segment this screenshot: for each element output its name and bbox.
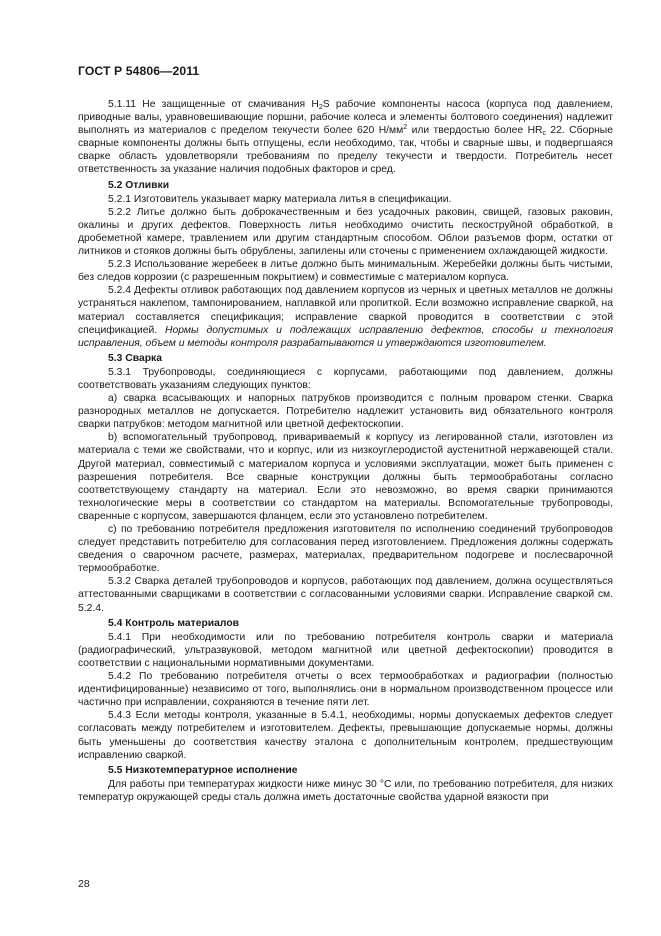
page-header-standard-code: ГОСТ Р 54806—2011 [78,64,200,78]
document-body [78,98,613,804]
list-item-c: с) по требованию потребителя предложения изготовителя по исполнению соединений трубопроводов следует представить потребителю для согласования перед изготовлением. Предложения должны содержать сведения о сварочном расчете, размерах, материалах, предварительном подогреве и послесварочной термообработке. [78,524,613,575]
clause-5-3-1: 5.3.1 Трубопроводы, соединяющиеся с корпусами, работающими под давлением, должны соответствовать указаниям следующих пунктов: [78,366,613,391]
clause-5-4-2: 5.4.2 По требованию потребителя отчеты о всех термообработках и радиографии (полностью идентифицированные) независимо от того, выполнялись они в нормальном производственном процессе или частично при исправлении, сохраняются в течение пяти лет. [78,671,613,709]
italic-note: Нормы допустимых и подлежащих исправлению дефектов, способы и технология исправления, объем и методы контроля разрабатываются и утверждаются изготовителем. [78,324,613,349]
clause-5-5-text: Для работы при температурах жидкости ниже минус 30 °С или, по требованию потребителя, для низких температур окружающей среды сталь должна иметь достаточные свойства ударной вязкости при [78,778,613,803]
clause-5-2-4: 5.2.4 Дефекты отливок работающих под давлением корпусов из черных и цветных металлов не должны устраняться наклепом, тампонированием, наплавкой или пропиткой. Если возможно исправление сваркой, на материал составляется спецификация; исправление сваркой проводится в соответствии с этой спецификацией. Нормы допустимых и подлежащих исправлению дефектов, способы и технология исправления, объем и методы контроля разрабатываются и утверждаются изготовителем. [78,285,613,349]
clause-5-3-2: 5.3.2 Сварка деталей трубопроводов и корпусов, работающих под давлением, должна осуществляться аттестованными сварщиками в соответствии с согласованными условиями сварки. Исправление сваркой см. 5.2.4. [78,576,613,614]
clause-5-4-1: 5.4.1 При необходимости или по требованию потребителя контроль сварки и материала (радиографический, ультразвуковой, методом магнитной или цветной дефектоскопии) проводится в соответствии с национальными нормативными документами. [78,631,613,669]
clause-5-4-3: 5.4.3 Если методы контроля, указанные в 5.4.1, необходимы, нормы допускаемых дефектов следует согласовать между потребителем и изготовителем. Дефекты, превышающие допускаемые нормы, должны быть уменьшены до соответствия качеству эталона с дополнительным контролем, предшествующим исправлению сваркой. [78,710,613,761]
clause-5-2-1: 5.2.1 Изготовитель указывает марку материала литья в спецификации. [108,193,452,205]
clause-5-2-3: 5.2.3 Использование жеребеек в литье должно быть минимальным. Жеребейки должны быть чистыми, без следов коррозии (с разрешенным покрытием) и совместимые с материалом корпуса. [78,259,613,284]
clause-5-1-11: 5.1.11 Не защищенные от смачивания $H_2S$ рабочие компоненты насоса (корпуса под давлением, приводные валы, уравновешивающие поршни, рабочие колеса и элементы болтового соединения) надлежит выполнять из материалов с пределом текучести более 620 $Н/мм^2$ или твердостью более $HR_c$ 22. Сборные сварные компоненты должны быть отпущены, если необходимо, так, чтобы и сварные швы, и подвергшаяся сварке область удовлетворяли требованиям по пределу текучести и твердости. Потребитель несет ответственность за указание наличия подобных факторов и сред. [78,99,613,176]
clause-5-2-2: 5.2.2 Литье должно быть доброкачественным и без усадочных раковин, свищей, газовых раковин, окалины и других дефектов. Поверхность литья необходимо очистить пескоструйной обработкой, в дробеметной камере, травлением или другим стандартным способом. Облои разъемов форм, остатки от литников и стояков должны быть обрублены, запилены или сточены с применением охлаждающей жидкости. [78,206,613,258]
section-heading-5-2: 5.2 Отливки [108,179,170,191]
section-heading-5-5: 5.5 Низкотемпературное исполнение [108,764,298,776]
section-heading-5-4: 5.4 Контроль материалов [108,617,240,629]
page-number: 28 [78,878,90,890]
section-heading-5-3: 5.3 Сварка [108,352,162,364]
list-item-a: а) сварка всасывающих и напорных патрубков производится с полным проваром стенки. Сварка разнородных металлов не допускается. Потребителю надлежит установить вид обязательного контроля сварки патрубков: методом магнитной или цветной дефектоскопии. [78,393,613,431]
list-item-b: b) вспомогательный трубопровод, привариваемый к корпусу из легированной стали, изготовлен из материала с теми же свойствами, что и корпус, или из низкоуглеродистой аустенитной нержавеющей стали. Другой материал, совместимый с материалом корпуса и условиями эксплуатации, может быть применен с разрешения потребителя. Все сварные конструкции должны быть термообработаны согласно соответствующему стандарту на материал. Если это невозможно, во время сварки принимаются технологические меры в соответствии со стандартом на материалы. Вспомогательные трубопроводы, сваренные с корпусом, завершаются фланцем, если это установлено потребителем. [78,432,613,522]
